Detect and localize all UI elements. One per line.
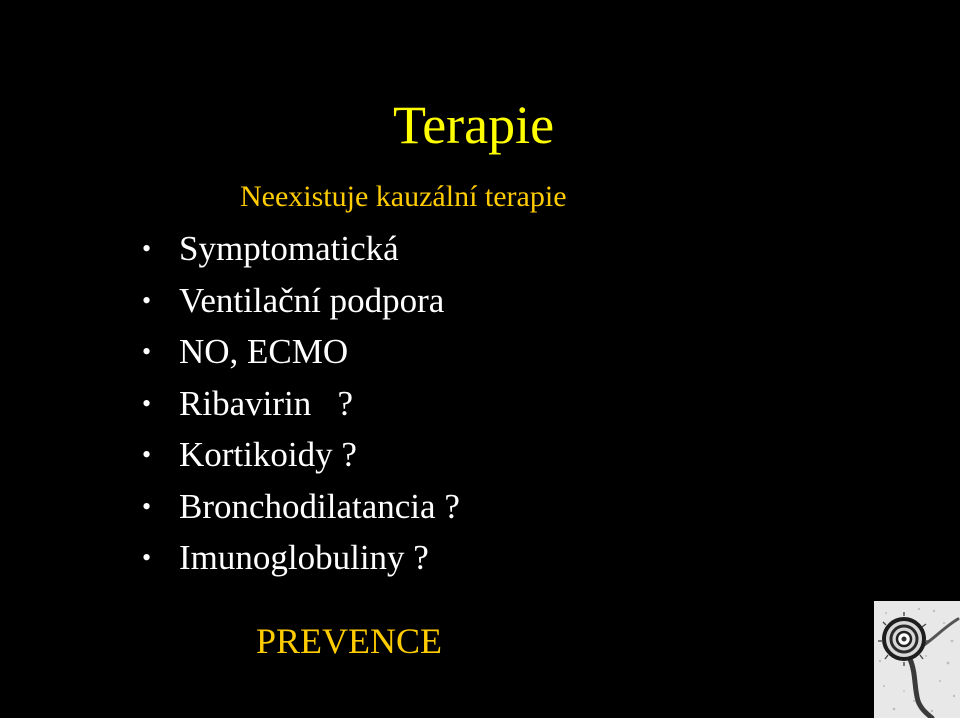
bullet-text: NO, ECMO [179,332,349,371]
bullet-icon: • [142,491,152,521]
bullet-item [142,432,460,484]
bullet-icon: • [142,234,152,263]
bullet-text: Imunoglobuliny ? [179,538,429,577]
bullet-icon: • [142,543,152,572]
bullet-item [142,226,460,278]
bullet-item [142,535,460,587]
bullet-icon: • [142,285,152,315]
footer-prevence: PREVENCE [256,621,443,661]
bullet-list [142,226,460,587]
bullet-text: Symptomatická [179,229,399,268]
bullet-icon: • [142,440,152,469]
bullet-item [142,484,460,536]
bullet-icon: • [142,388,152,418]
slide-title: Terapie [393,95,555,155]
bullet-item [142,381,460,433]
bullet-text: Bronchodilatancia ? [179,486,460,526]
bullet-text: Ribavirin ? [179,383,353,423]
bullet-text: Kortikoidy ? [179,435,357,474]
bullet-text: Ventilační podpora [179,280,445,320]
bullet-item [142,278,460,330]
virus-micrograph-image [874,601,960,718]
slide-subtitle: Neexistuje kauzální terapie [240,180,567,213]
bullet-item [142,329,460,381]
bullet-icon: • [142,337,152,366]
